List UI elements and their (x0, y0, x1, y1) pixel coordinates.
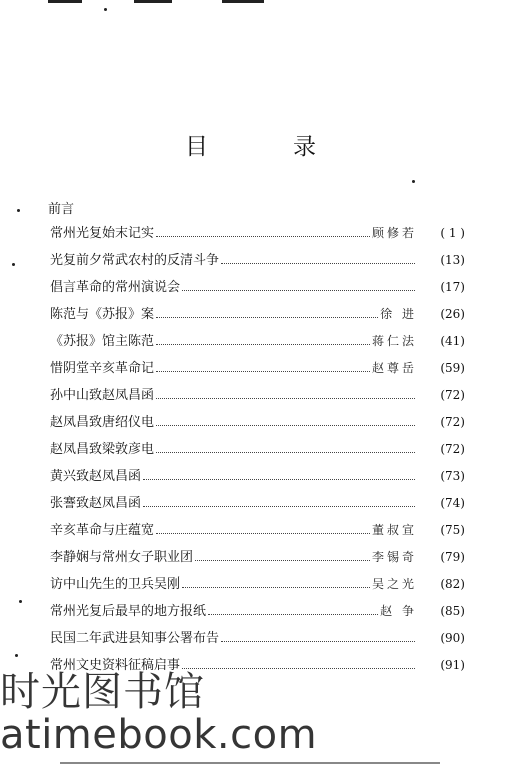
toc-entry-title: 常州光复始末记实 (50, 226, 155, 241)
scan-mark (134, 0, 172, 3)
bottom-edge-line (60, 762, 440, 764)
toc-entry-page: (74) (440, 496, 465, 510)
toc-entry-title: 倡言革命的常州演说会 (50, 280, 181, 295)
toc-entry-page: (82) (440, 577, 465, 591)
toc-entry-author: 顾修若 (371, 226, 417, 240)
toc-entry-title: 孙中山致赵凤昌函 (50, 388, 155, 403)
toc-entry-page: (79) (440, 550, 465, 564)
dot-leader (221, 625, 415, 642)
toc-entry-author: 董叔宣 (371, 523, 417, 537)
toc-entry (50, 517, 465, 544)
toc-entry (50, 355, 465, 382)
toc-entry-page: (72) (440, 415, 465, 429)
toc-entry-title: 赵凤昌致唐绍仪电 (50, 415, 155, 430)
dot-leader (156, 409, 415, 426)
toc-entry-title: 常州光复后最早的地方报纸 (50, 604, 207, 619)
toc-entry-author: 赵尊岳 (371, 361, 417, 375)
toc-entry-page: (17) (440, 280, 465, 294)
dot-leader (182, 274, 415, 291)
toc-entry (50, 247, 465, 274)
toc-entry-title: 访中山先生的卫兵吴刚 (50, 577, 181, 592)
toc-entry-page: (91) (440, 658, 465, 672)
toc-entry-author: 吴之光 (371, 577, 417, 591)
toc-entry-title: 李静娴与常州女子职业团 (50, 550, 194, 565)
scan-speck (412, 180, 415, 183)
toc-entry-page: (75) (440, 523, 465, 537)
scan-mark (222, 0, 264, 3)
toc-entry (50, 490, 465, 517)
toc-entry-title: 辛亥革命与庄蕴宽 (50, 523, 155, 538)
toc-entry-title: 常州文史资料征稿启事 (50, 658, 181, 673)
toc-entry (50, 598, 465, 625)
page-title-char-1: 目 (185, 134, 208, 160)
dot-leader (156, 328, 370, 345)
toc-entry-title: 民国二年武进县知事公署布告 (50, 631, 220, 646)
dot-leader (195, 544, 370, 561)
toc-entry-title: 《苏报》馆主陈范 (50, 334, 155, 349)
toc-entry-title: 惜阴堂辛亥革命记 (50, 361, 155, 376)
toc-entry (50, 301, 465, 328)
toc-entry-title: 陈范与《苏报》案 (50, 307, 155, 322)
toc-entry-author: 李锡奇 (371, 550, 417, 564)
dot-leader (182, 652, 415, 669)
dot-leader (143, 463, 415, 480)
toc-entry (50, 625, 465, 652)
dot-leader (182, 571, 370, 588)
toc-entry (50, 382, 465, 409)
toc-entry (50, 328, 465, 355)
toc-entry (50, 544, 465, 571)
toc-entry-page: (13) (440, 253, 465, 267)
table-of-contents (50, 220, 465, 679)
toc-entry-title: 光复前夕常武农村的反清斗争 (50, 253, 220, 268)
dot-leader (156, 220, 370, 237)
toc-entry-title: 赵凤昌致梁敦彦电 (50, 442, 155, 457)
dot-leader (156, 355, 370, 372)
toc-entry-author: 赵 争 (380, 604, 417, 618)
scan-speck (12, 263, 15, 266)
toc-entry (50, 571, 465, 598)
toc-entry-author: 徐 进 (380, 307, 417, 321)
scan-speck (15, 654, 18, 657)
scan-speck (104, 8, 107, 11)
toc-entry-page: (59) (440, 361, 465, 375)
toc-entry-page: (90) (440, 631, 465, 645)
dot-leader (156, 436, 415, 453)
toc-entry-title: 黄兴致赵凤昌函 (50, 469, 142, 484)
toc-entry-page: (73) (440, 469, 465, 483)
dot-leader (156, 517, 370, 534)
page-title (185, 128, 316, 161)
watermark-url: atimebook.com (0, 712, 318, 758)
page-title-char-2: 录 (293, 134, 316, 160)
toc-entry-page: (26) (440, 307, 465, 321)
scan-speck (19, 600, 22, 603)
toc-entry (50, 220, 465, 247)
toc-entry (50, 463, 465, 490)
dot-leader (156, 301, 378, 318)
dot-leader (143, 490, 415, 507)
toc-entry-page: (72) (440, 442, 465, 456)
toc-entry-title: 张謇致赵凤昌函 (50, 496, 142, 511)
dot-leader (156, 382, 415, 399)
dot-leader (221, 247, 415, 264)
toc-entry (50, 436, 465, 463)
scan-speck (17, 209, 20, 212)
toc-entry-page: (72) (440, 388, 465, 402)
toc-entry (50, 409, 465, 436)
toc-preface: 前言 (48, 202, 75, 217)
toc-entry-page: (41) (440, 334, 465, 348)
watermark-library-name: 时光图书馆 (0, 669, 205, 715)
dot-leader (208, 598, 378, 615)
toc-entry-page: (85) (440, 604, 465, 618)
toc-entry-page: ( 1 ) (440, 226, 465, 240)
toc-entry (50, 274, 465, 301)
scan-mark (48, 0, 82, 3)
toc-entry-author: 蒋仁法 (371, 334, 417, 348)
